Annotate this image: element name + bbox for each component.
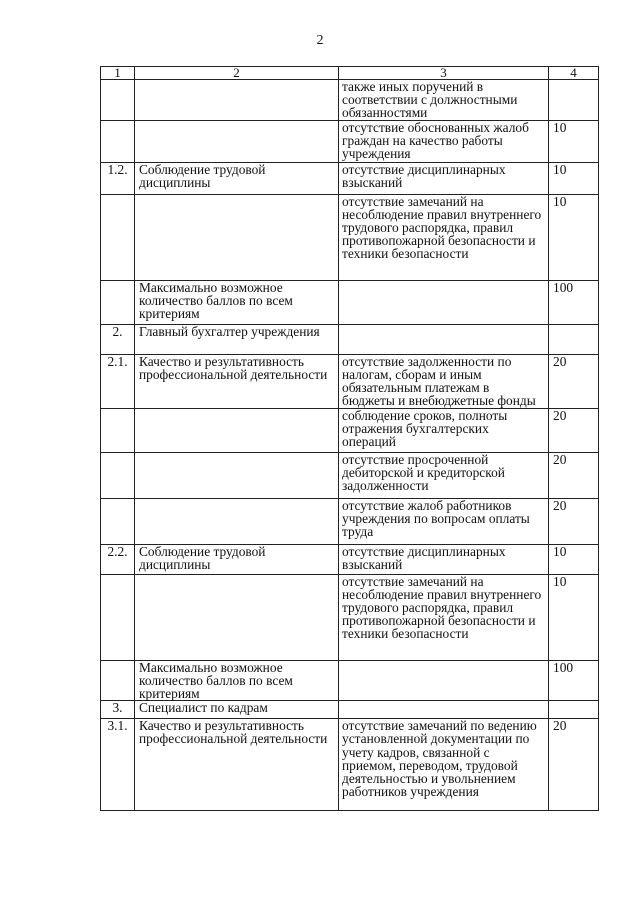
points-cell: 20 bbox=[549, 452, 599, 498]
indicator-cell: отсутствие просроченной дебиторской и кредиторской задолженности bbox=[339, 452, 549, 498]
row-number-cell: 1.2. bbox=[101, 162, 135, 194]
row-number-cell: 3.1. bbox=[101, 719, 135, 811]
table-row bbox=[101, 120, 599, 162]
table-row bbox=[101, 719, 599, 811]
criterion-cell: Соблюдение трудовой дисциплины bbox=[135, 544, 339, 574]
points-cell bbox=[549, 324, 599, 354]
row-number-cell bbox=[101, 280, 135, 324]
criterion-cell bbox=[135, 194, 339, 280]
header-col-1: 1 bbox=[101, 67, 135, 80]
table-row bbox=[101, 498, 599, 544]
table-row bbox=[101, 408, 599, 452]
indicator-cell: соблюдение сроков, полноты отражения бухгалтерских операций bbox=[339, 408, 549, 452]
row-number-cell bbox=[101, 120, 135, 162]
criterion-cell: Специалист по кадрам bbox=[135, 701, 339, 719]
row-number-cell: 2. bbox=[101, 324, 135, 354]
table-row bbox=[101, 354, 599, 408]
points-cell: 10 bbox=[549, 120, 599, 162]
header-col-4: 4 bbox=[549, 67, 599, 80]
indicator-cell: также иных поручений в соответствии с должностными обязанностями bbox=[339, 80, 549, 121]
criteria-table bbox=[100, 66, 599, 811]
criterion-cell bbox=[135, 80, 339, 121]
indicator-cell: отсутствие замечаний на несоблюдение правил внутреннего трудового распорядка, правил противопожарной безопасности и техники безопасности bbox=[339, 194, 549, 280]
indicator-cell: отсутствие жалоб работников учреждения по вопросам оплаты труда bbox=[339, 498, 549, 544]
criterion-cell: Качество и результативность профессиональной деятельности bbox=[135, 719, 339, 811]
row-number-cell: 2.1. bbox=[101, 354, 135, 408]
indicator-cell bbox=[339, 701, 549, 719]
points-cell: 20 bbox=[549, 408, 599, 452]
indicator-cell: отсутствие обоснованных жалоб граждан на качество работы учреждения bbox=[339, 120, 549, 162]
points-cell: 10 bbox=[549, 194, 599, 280]
indicator-cell: отсутствие замечаний на несоблюдение правил внутреннего трудового распорядка, правил противопожарной безопасности и техники безопасности bbox=[339, 574, 549, 660]
row-number-cell bbox=[101, 408, 135, 452]
indicator-cell: отсутствие задолженности по налогам, сборам и иным обязательным платежам в бюджеты и внебюджетные фонды bbox=[339, 354, 549, 408]
points-cell: 20 bbox=[549, 354, 599, 408]
table-header-row bbox=[101, 67, 599, 80]
table-row bbox=[101, 660, 599, 701]
table-body bbox=[101, 80, 599, 811]
row-number-cell bbox=[101, 194, 135, 280]
criterion-cell bbox=[135, 452, 339, 498]
criterion-cell: Максимально возможное количество баллов по всем критериям bbox=[135, 280, 339, 324]
table-row bbox=[101, 544, 599, 574]
points-cell: 10 bbox=[549, 574, 599, 660]
points-cell: 100 bbox=[549, 660, 599, 701]
criterion-cell: Качество и результативность профессиональной деятельности bbox=[135, 354, 339, 408]
row-number-cell bbox=[101, 660, 135, 701]
table-row bbox=[101, 324, 599, 354]
points-cell bbox=[549, 80, 599, 121]
table-row bbox=[101, 574, 599, 660]
points-cell bbox=[549, 701, 599, 719]
criterion-cell: Главный бухгалтер учреждения bbox=[135, 324, 339, 354]
table-row bbox=[101, 194, 599, 280]
table-row bbox=[101, 452, 599, 498]
points-cell: 100 bbox=[549, 280, 599, 324]
header-col-3: 3 bbox=[339, 67, 549, 80]
indicator-cell: отсутствие замечаний по ведению установленной документации по учету кадров, связанной с приемом, переводом, трудовой деятельностью и увольнением работников учреждения bbox=[339, 719, 549, 811]
indicator-cell: отсутствие дисциплинарных взысканий bbox=[339, 544, 549, 574]
row-number-cell bbox=[101, 452, 135, 498]
criterion-cell bbox=[135, 498, 339, 544]
row-number-cell bbox=[101, 574, 135, 660]
indicator-cell bbox=[339, 324, 549, 354]
row-number-cell: 2.2. bbox=[101, 544, 135, 574]
points-cell: 10 bbox=[549, 544, 599, 574]
points-cell: 10 bbox=[549, 162, 599, 194]
criterion-cell bbox=[135, 120, 339, 162]
page-number: 2 bbox=[316, 33, 324, 48]
indicator-cell: отсутствие дисциплинарных взысканий bbox=[339, 162, 549, 194]
criterion-cell bbox=[135, 408, 339, 452]
table-row bbox=[101, 280, 599, 324]
indicator-cell bbox=[339, 280, 549, 324]
table-row bbox=[101, 162, 599, 194]
table-row bbox=[101, 701, 599, 719]
criterion-cell: Максимально возможное количество баллов по всем критериям bbox=[135, 660, 339, 701]
criterion-cell bbox=[135, 574, 339, 660]
row-number-cell bbox=[101, 80, 135, 121]
row-number-cell: 3. bbox=[101, 701, 135, 719]
indicator-cell bbox=[339, 660, 549, 701]
row-number-cell bbox=[101, 498, 135, 544]
points-cell: 20 bbox=[549, 498, 599, 544]
criterion-cell: Соблюдение трудовой дисциплины bbox=[135, 162, 339, 194]
table-row bbox=[101, 80, 599, 121]
points-cell: 20 bbox=[549, 719, 599, 811]
header-col-2: 2 bbox=[135, 67, 339, 80]
